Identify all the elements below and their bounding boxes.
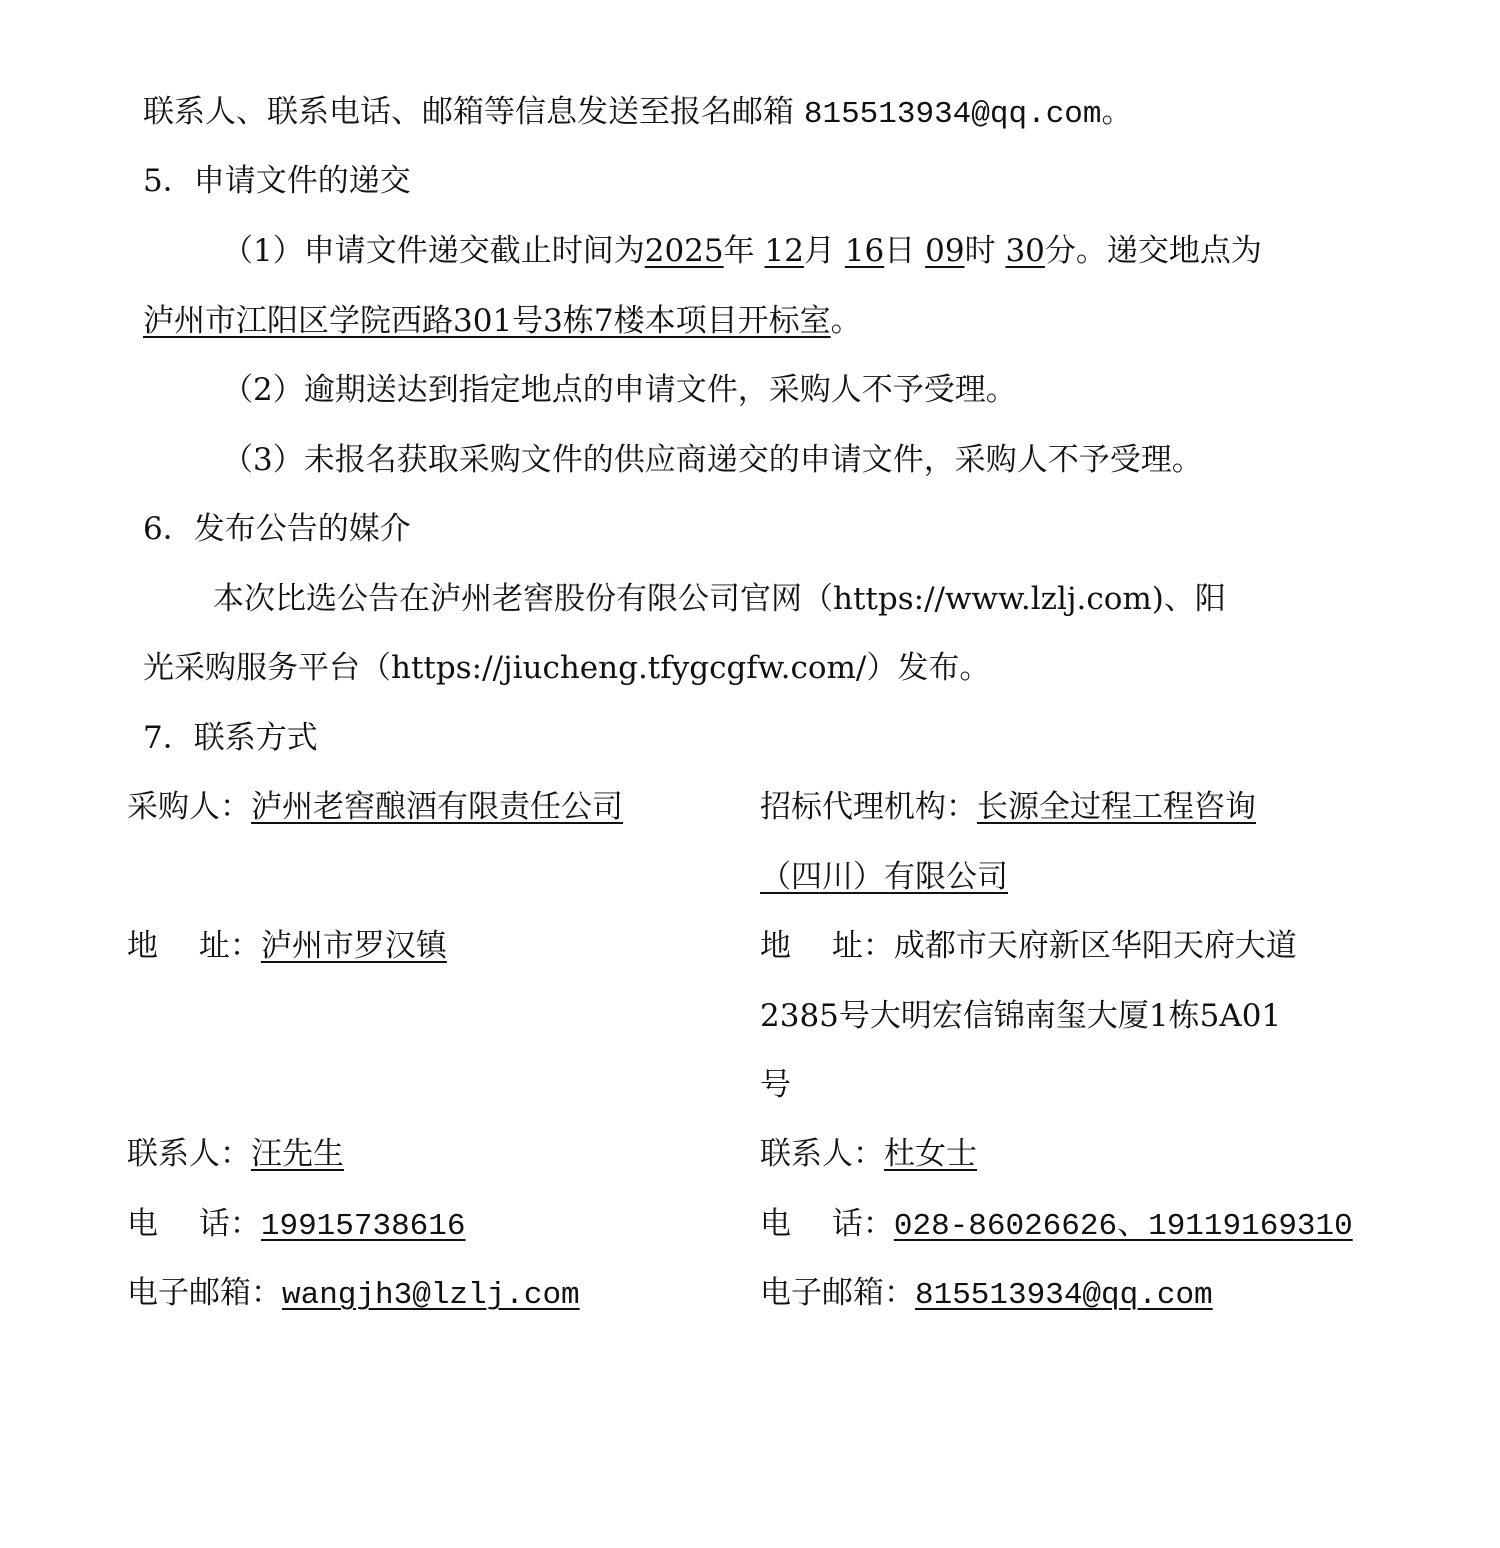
submission-location: 泸州市江阳区学院西路301号3栋7楼本项目开标室 (143, 303, 831, 339)
agency-address-row (760, 926, 1297, 966)
intro-line (143, 92, 1133, 135)
deadline-line (222, 231, 1262, 271)
deadline-hour: 09 (925, 233, 965, 269)
label: 招标代理机构： (760, 789, 977, 825)
agency-phone-row (760, 1204, 1353, 1247)
purchaser-email-row (127, 1273, 630, 1316)
label: 联系人： (760, 1136, 884, 1172)
purchaser-name-row (127, 787, 623, 827)
agency-phone: 028-86026626、19119169310 (893, 1209, 1353, 1244)
section6-heading: 6．发布公告的媒介 (143, 511, 411, 547)
unit: 时 (964, 233, 996, 269)
agency-address-line3: 号 (760, 1067, 791, 1103)
location-line (143, 301, 862, 341)
label: 电子邮箱： (127, 1275, 282, 1311)
purchaser-phone: 19915738616 (260, 1209, 466, 1244)
agency-address-line2: 2385号大明宏信锦南玺大厦1栋5A01 (760, 998, 1282, 1034)
agency-contact: 杜女士 (884, 1136, 977, 1172)
deadline-minute: 30 (1005, 233, 1045, 269)
purchaser-name: 泸州老窖酿酒有限责任公司 (251, 789, 623, 825)
label: 联系人： (127, 1136, 251, 1172)
label: 采购人： (127, 789, 251, 825)
purchaser-address: 泸州市罗汉镇 (260, 928, 447, 964)
purchaser-contact: 汪先生 (251, 1136, 344, 1172)
agency-email: 815513934@qq.com (915, 1278, 1213, 1313)
unit: 月 (803, 233, 835, 269)
purchaser-address-row (127, 926, 447, 966)
section7-heading: 7．联系方式 (143, 720, 318, 756)
intro-text: 联系人、联系电话、邮箱等信息发送至报名邮箱 (143, 94, 794, 130)
deadline-year: 2025 (644, 233, 724, 269)
agency-email-row (760, 1273, 1213, 1316)
item3: （3）未报名获取采购文件的供应商递交的申请文件，采购人不予受理。 (222, 442, 1203, 478)
agency-name-row (760, 787, 1256, 827)
agency-name-line1: 长源全过程工程咨询 (977, 789, 1256, 825)
item2: （2）逾期送达到指定地点的申请文件，采购人不予受理。 (222, 372, 1017, 408)
punct: 。 (830, 303, 862, 339)
media-line1: 本次比选公告在泸州老窖股份有限公司官网（https://www.lzlj.com)、阳 (213, 581, 1226, 617)
label: 电 话： (127, 1206, 261, 1242)
registration-email: 815513934@qq.com (803, 97, 1102, 132)
unit: 日 (884, 233, 916, 269)
unit: 分。递交地点为 (1044, 233, 1262, 269)
label: 电 话： (760, 1206, 894, 1242)
agency-address-line1: 成都市天府新区华阳天府大道 (893, 928, 1297, 964)
label: 地 址： (760, 928, 894, 964)
deadline-month: 12 (764, 233, 804, 269)
label: 电子邮箱： (760, 1275, 915, 1311)
punct: 。 (1101, 94, 1133, 130)
section5-heading: 5．申请文件的递交 (143, 163, 411, 199)
deadline-day: 16 (844, 233, 885, 269)
agency-name-line2: （四川）有限公司 (760, 859, 1008, 895)
media-line2: 光采购服务平台（https://jiucheng.tfygcgfw.com/）发布。 (143, 650, 991, 686)
purchaser-email: wangjh3@lzlj.com (282, 1278, 580, 1313)
unit: 年 (723, 233, 755, 269)
agency-contact-row (760, 1134, 977, 1174)
purchaser-contact-row (127, 1134, 344, 1174)
purchaser-phone-row (127, 1204, 466, 1247)
deadline-prefix: （1）申请文件递交截止时间为 (222, 233, 645, 269)
label: 地 址： (127, 928, 261, 964)
agency-name-row2 (760, 857, 1008, 897)
